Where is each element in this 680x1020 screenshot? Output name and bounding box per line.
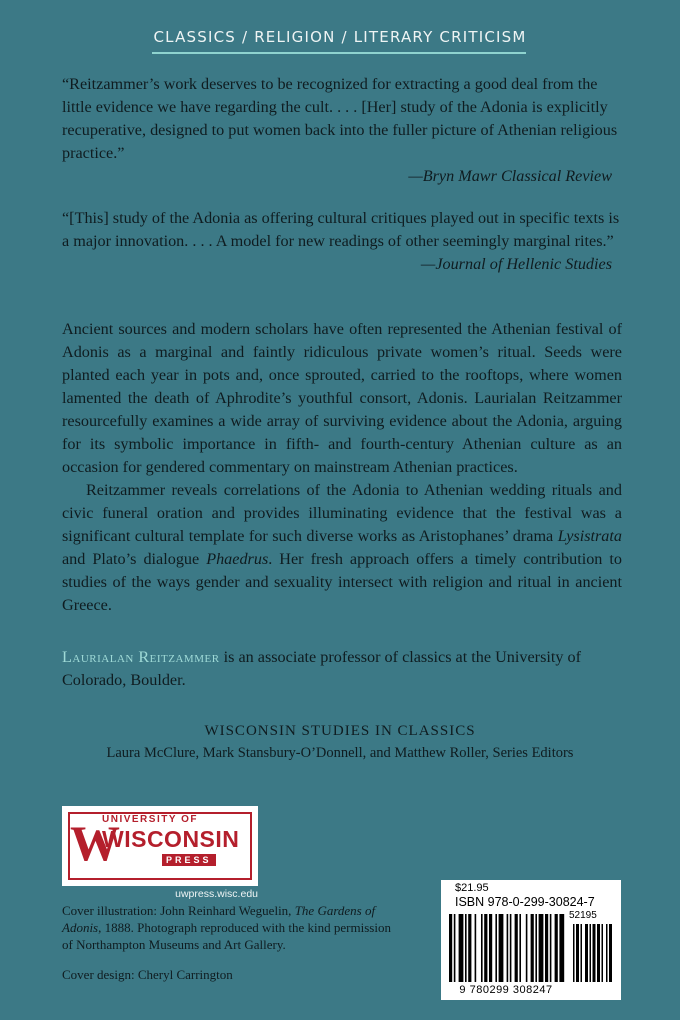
logo-university-text: UNIVERSITY OF [102,814,198,825]
credit-text: Cover illustration: John Reinhard Weguelin, [62,903,295,918]
barcode-stripe [475,914,477,982]
barcode-stripe [454,914,456,982]
barcode-stripe [489,914,492,982]
addon-stripe [585,924,588,982]
category-header: CLASSICS / RELIGION / LITERARY CRITICISM [153,28,527,46]
cover-illustration-credit [62,902,392,953]
description-paragraph-2 [62,479,622,617]
artwork-title: The Gardens of Adonis [62,903,376,935]
quote-attribution: —Bryn Mawr Classical Review [408,167,612,185]
barcode-stripe [545,914,548,982]
barcode-stripe [459,914,464,982]
addon-stripe [593,924,596,982]
barcode-stripe [507,914,509,982]
barcode-stripe [550,914,552,982]
barcode-icon [447,914,617,986]
barcode-stripe [499,914,504,982]
description-text: and Plato’s dialogue [62,550,207,568]
book-description [62,318,622,617]
barcode-stripe [539,914,544,982]
barcode-stripe [535,914,537,982]
cover-design-credit: Cover design: Cheryl Carrington [62,967,233,982]
credit-text: , 1888. Photograph reproduced with the kind permission of Northampton Museums and Art Gallery. [62,920,391,952]
price-addon-digits: 52195 [569,910,597,921]
logo-wisconsin-text: WISCONSIN [102,826,240,852]
barcode-stripe [519,914,521,982]
barcode-stripe [515,914,518,982]
isbn-label: ISBN 978-0-299-30824-7 [455,895,595,909]
addon-stripe [581,924,583,982]
author-bio [62,646,622,692]
review-quote-1 [62,73,622,188]
header-rule [152,52,526,54]
barcode-stripe [495,914,497,982]
quote-text: “Reitzammer’s work deserves to be recognized for extracting a good deal from the little evidence we have regarding the cult. . . . [Her] study of the Adonia is explicitly recuperative, designed to put women back into the fuller picture of Athenian religious practice.” [62,75,618,162]
barcode-stripe [484,914,487,982]
price-label: $21.95 [455,882,489,894]
logo-mark: W [70,815,120,871]
barcode-stripe [555,914,558,982]
series-editors: Laura McClure, Mark Stansbury-O’Donnell, and Matthew Roller, Series Editors [106,745,574,761]
publisher-logo [62,806,258,886]
series-title: WISCONSIN STUDIES IN CLASSICS [204,723,476,739]
logo-press-text: PRESS [162,854,216,866]
barcode-stripe [531,914,534,982]
barcode-number: 9 780299 308247 [459,984,553,996]
bio-text: is an associate professor of classics at the University of Colorado, Boulder. [62,648,581,689]
quote-attribution: —Journal of Hellenic Studies [420,255,612,273]
barcode-stripe [465,914,467,982]
addon-stripe [590,924,592,982]
work-title: Phaedrus [206,550,269,568]
addon-stripe [576,924,579,982]
review-quote-2 [62,207,622,276]
work-title: Lysistrata [557,527,622,545]
barcode-stripe [559,914,564,982]
addon-stripe [606,924,608,982]
quote-text: “[This] study of the Adonia as offering cultural critiques played out in specific texts is a major innovation. . . . A model for new readings of other seemingly marginal rites.” [62,209,620,250]
barcode-stripe [481,914,483,982]
addon-stripe [573,924,575,982]
barcode-stripe [468,914,471,982]
description-paragraph-1: Ancient sources and modern scholars have often represented the Athenian festival of Adonis as a marginal and faintly ridiculous private women’s ritual. Seeds were planted each year in pots and, once sprouted, carried to the rooftops, where women lamented the death of Aphrodite’s youthful consort, Adonis. Laurialan Reitzammer resourcefully examines a wide array of surviving evidence about the Adonia, arguing for its symbolic importance in fifth- and fourth-century Athenian culture as an occasion for gendered commentary on mainstream Athenian practices. [62,320,622,476]
addon-stripe [597,924,600,982]
barcode-stripe [510,914,512,982]
publisher-url: uwpress.wisc.edu [175,888,258,900]
barcode-stripe [526,914,528,982]
description-text: . Her fresh approach offers a timely contribution to studies of the ways gender and sexuality intersect with religion and ritual in ancient Greece. [62,550,622,614]
description-text: Reitzammer reveals correlations of the Adonia to Athenian wedding rituals and civic funeral oration and provides illuminating evidence that the festival was a significant cultural template for such diverse works as Aristophanes’ drama [62,481,622,545]
barcode-stripe [449,914,452,982]
addon-stripe [609,924,612,982]
series-block [0,720,680,764]
author-name: Laurialan Reitzammer [62,648,220,666]
addon-stripe [602,924,604,982]
barcode-panel [441,880,621,1000]
